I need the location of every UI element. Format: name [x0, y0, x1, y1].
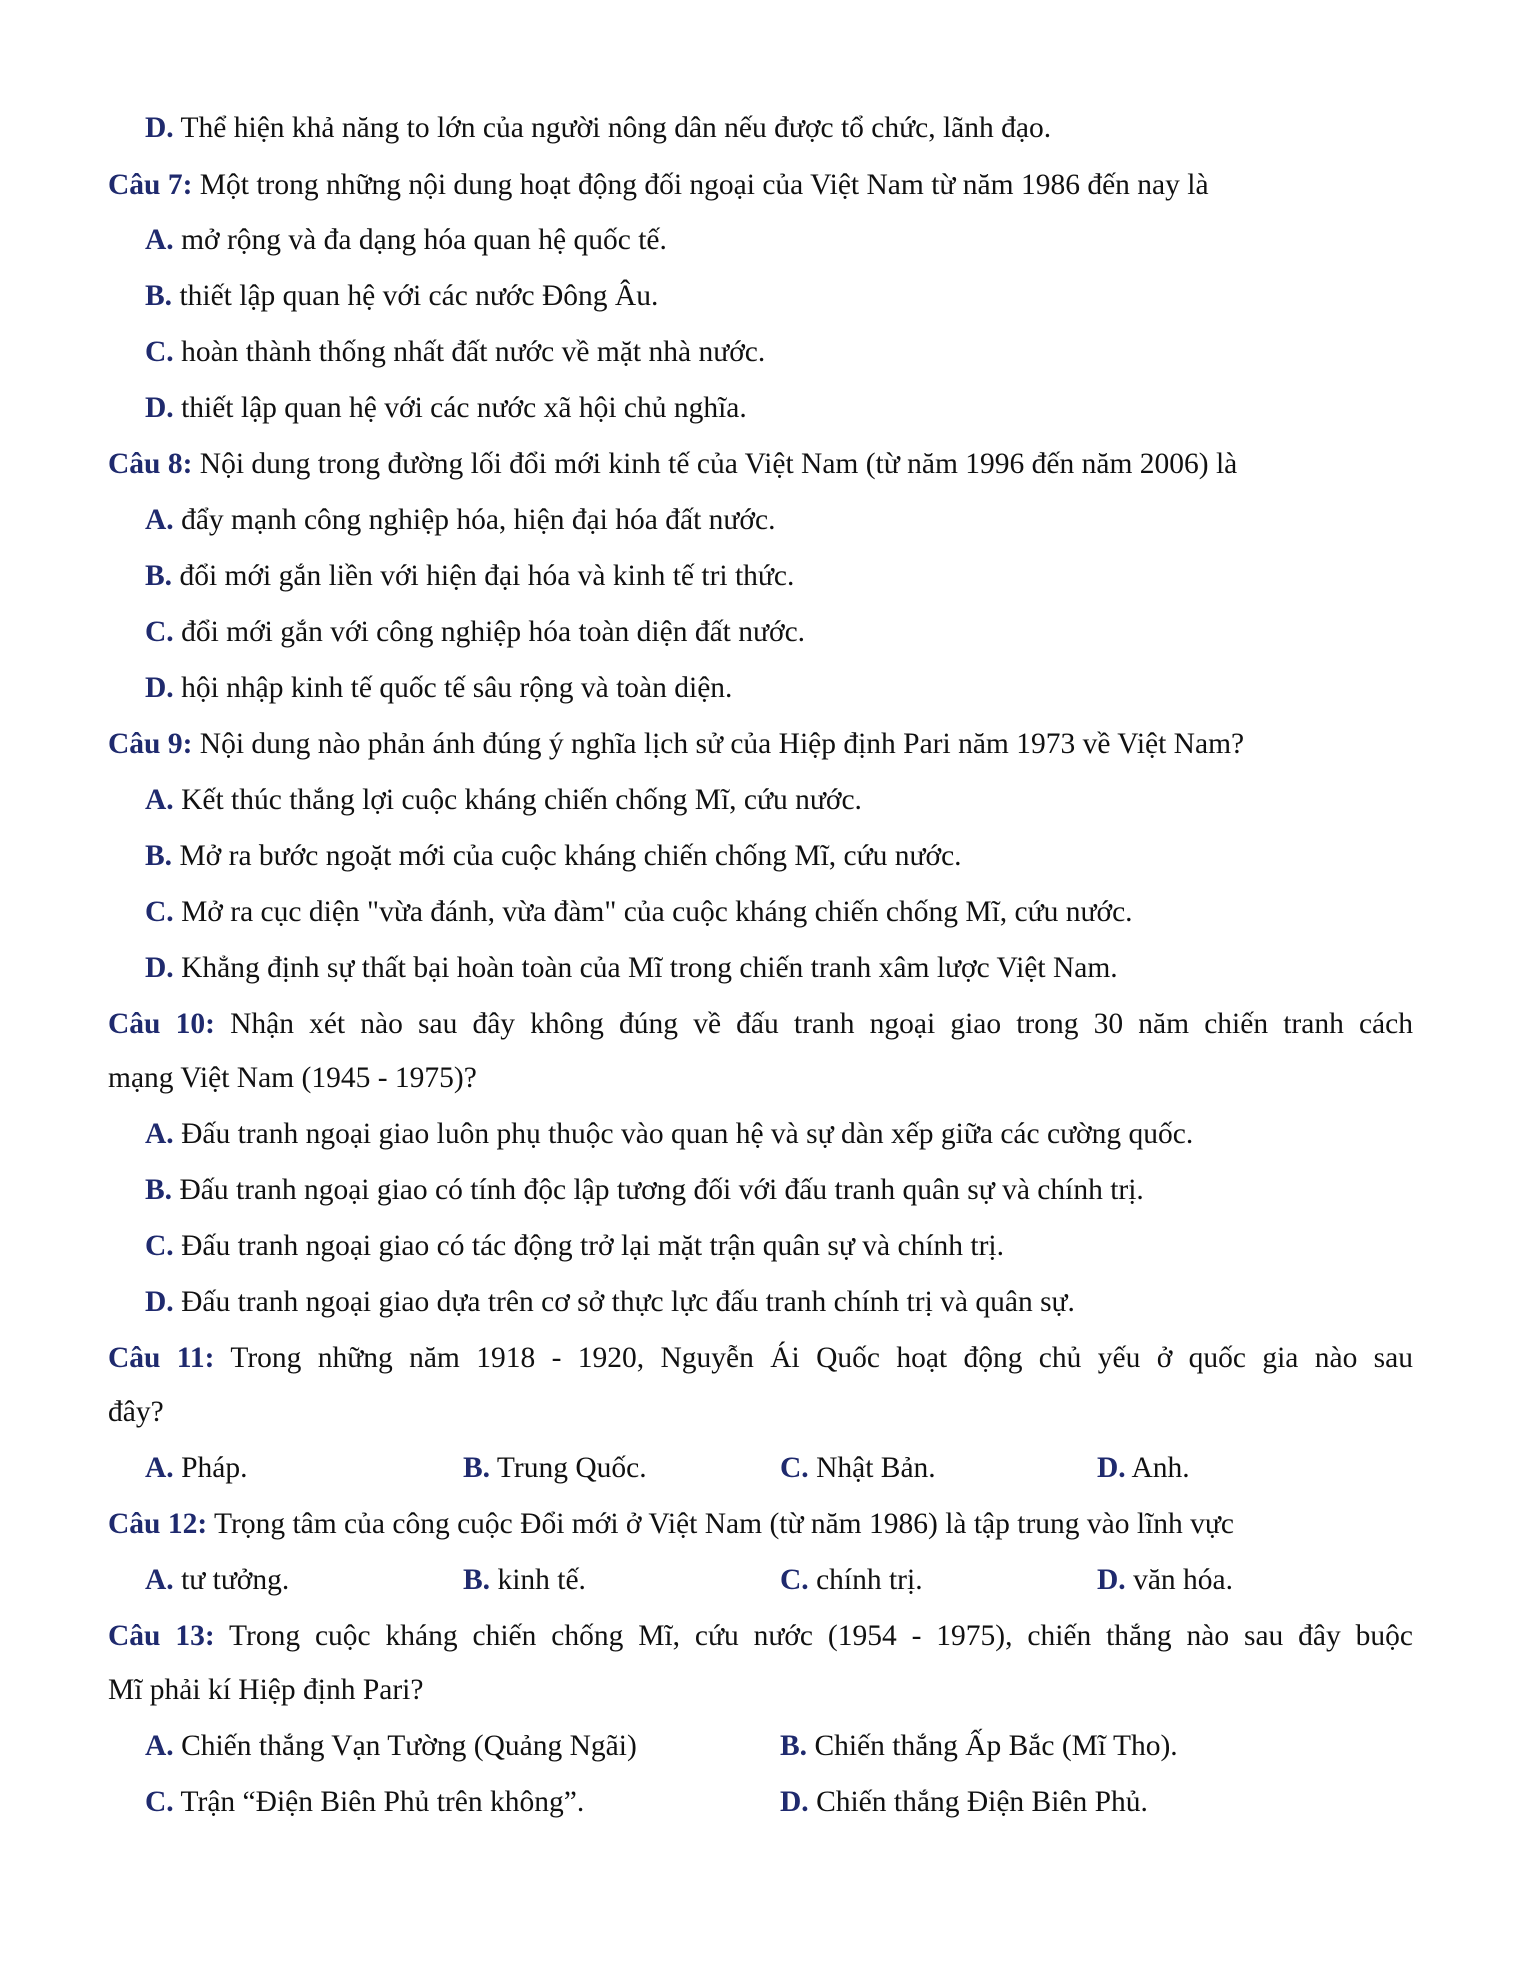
- q9-option-c: [145, 892, 1530, 932]
- option-label: C.: [145, 336, 174, 368]
- option-text: đổi mới gắn với công nghiệp hóa toàn diện đất nước.: [181, 616, 806, 648]
- q10-option-d: [145, 1282, 1530, 1322]
- question-text-line2: Mĩ phải kí Hiệp định Pari?: [108, 1674, 424, 1706]
- option-label: D.: [145, 1286, 174, 1318]
- option-text: Kết thúc thắng lợi cuộc kháng chiến chống Mĩ, cứu nước.: [181, 784, 862, 816]
- option-label: D.: [145, 112, 174, 144]
- option-label: D.: [145, 952, 174, 984]
- question-text-line2: mạng Việt Nam (1945 - 1975)?: [108, 1062, 477, 1094]
- q11-option-d: [1097, 1448, 1190, 1488]
- option-label: D.: [145, 392, 174, 424]
- question-8: [108, 444, 1530, 484]
- question-text: Nội dung trong đường lối đổi mới kinh tế của Việt Nam (từ năm 1996 đến năm 2006) là: [199, 448, 1238, 480]
- q8-option-c: [145, 612, 1530, 652]
- question-10: [108, 1004, 1413, 1044]
- option-text: Trận “Điện Biên Phủ trên không”.: [180, 1786, 585, 1818]
- question-text: Một trong những nội dung hoạt động đối ngoại của Việt Nam từ năm 1986 đến nay là: [199, 169, 1209, 201]
- q13-option-a: [145, 1726, 637, 1766]
- question-9: [108, 724, 1530, 764]
- option-text: Chiến thắng Điện Biên Phủ.: [816, 1786, 1148, 1818]
- q7-option-d: [145, 388, 1530, 428]
- option-label: D.: [145, 672, 174, 704]
- option-label: A.: [145, 504, 174, 536]
- question-text: Trọng tâm của công cuộc Đổi mới ở Việt Nam (từ năm 1986) là tập trung vào lĩnh vực: [214, 1508, 1234, 1540]
- option-text: Khẳng định sự thất bại hoàn toàn của Mĩ trong chiến tranh xâm lược Việt Nam.: [181, 952, 1118, 984]
- question-label: Câu 7:: [108, 169, 193, 201]
- question-text-line2: đây?: [108, 1396, 164, 1428]
- q10-option-c: [145, 1226, 1530, 1266]
- option-label: A.: [145, 1118, 174, 1150]
- option-label: A.: [145, 784, 174, 816]
- q7-option-a: [145, 220, 1530, 260]
- option-label: A.: [145, 1564, 174, 1596]
- option-text: Anh.: [1131, 1452, 1190, 1484]
- option-text: thiết lập quan hệ với các nước Đông Âu.: [179, 280, 659, 312]
- question-7: [108, 165, 1530, 205]
- q12-options-row: [0, 1560, 1530, 1600]
- q9-option-a: [145, 780, 1530, 820]
- q13-option-b: [780, 1726, 1178, 1766]
- q10-option-a: [145, 1114, 1530, 1154]
- option-text: Chiến thắng Ấp Bắc (Mĩ Tho).: [814, 1730, 1178, 1762]
- q11-option-c: [780, 1448, 936, 1488]
- question-11: [108, 1338, 1413, 1378]
- q12-option-b: [463, 1560, 586, 1600]
- q9-option-b: [145, 836, 1530, 876]
- q7-option-c: [145, 332, 1530, 372]
- option-text: văn hóa.: [1133, 1564, 1233, 1596]
- question-label: Câu 9:: [108, 728, 193, 760]
- option-text: mở rộng và đa dạng hóa quan hệ quốc tế.: [181, 224, 667, 256]
- q13-option-c: [145, 1782, 584, 1822]
- option-text: Đấu tranh ngoại giao luôn phụ thuộc vào quan hệ và sự dàn xếp giữa các cường quốc.: [181, 1118, 1194, 1150]
- q12-option-a: [145, 1560, 289, 1600]
- option-label: C.: [780, 1564, 809, 1596]
- option-text: đẩy mạnh công nghiệp hóa, hiện đại hóa đất nước.: [181, 504, 776, 536]
- q7-option-b: [145, 276, 1530, 316]
- option-label: B.: [145, 280, 173, 312]
- option-text: kinh tế.: [497, 1564, 586, 1596]
- option-text: đổi mới gắn liền với hiện đại hóa và kinh tế tri thức.: [179, 560, 795, 592]
- option-text: Thể hiện khả năng to lớn của người nông dân nếu được tổ chức, lãnh đạo.: [180, 112, 1052, 144]
- q8-option-b: [145, 556, 1530, 596]
- q10-option-b: [145, 1170, 1530, 1210]
- question-text-line1: Nhận xét nào sau đây không đúng về đấu tranh ngoại giao trong 30 năm chiến tranh cách: [230, 1008, 1413, 1040]
- question-text-line1: Trong những năm 1918 - 1920, Nguyễn Ái Quốc hoạt động chủ yếu ở quốc gia nào sau: [230, 1342, 1413, 1374]
- option-text: Đấu tranh ngoại giao dựa trên cơ sở thực lực đấu tranh chính trị và quân sự.: [181, 1286, 1075, 1318]
- option-text: Trung Quốc.: [496, 1452, 647, 1484]
- option-label: C.: [780, 1452, 809, 1484]
- question-label: Câu 10:: [108, 1008, 215, 1040]
- option-text: hoàn thành thống nhất đất nước về mặt nhà nước.: [181, 336, 766, 368]
- option-text: Đấu tranh ngoại giao có tác động trở lại mặt trận quân sự và chính trị.: [181, 1230, 1004, 1262]
- question-text-line1: Trong cuộc kháng chiến chống Mĩ, cứu nước (1954 - 1975), chiến thắng nào sau đây buộc: [229, 1620, 1413, 1652]
- option-label: C.: [145, 1786, 174, 1818]
- option-text: Mở ra bước ngoặt mới của cuộc kháng chiến chống Mĩ, cứu nước.: [179, 840, 962, 872]
- question-text: Nội dung nào phản ánh đúng ý nghĩa lịch sử của Hiệp định Pari năm 1973 về Việt Nam?: [199, 728, 1245, 760]
- option-text: Pháp.: [181, 1452, 248, 1484]
- question-10-cont: [108, 1058, 1530, 1098]
- option-label: C.: [145, 616, 174, 648]
- option-label: C.: [145, 1230, 174, 1262]
- question-12: [108, 1504, 1530, 1544]
- option-label: D.: [1097, 1564, 1126, 1596]
- option-label: B.: [145, 840, 173, 872]
- question-label: Câu 11:: [108, 1342, 215, 1374]
- question-label: Câu 12:: [108, 1508, 208, 1540]
- question-13-cont: [108, 1670, 1530, 1710]
- q8-option-d: [145, 668, 1530, 708]
- q12-option-d: [1097, 1560, 1233, 1600]
- option-text: Mở ra cục diện "vừa đánh, vừa đàm" của cuộc kháng chiến chống Mĩ, cứu nước.: [181, 896, 1133, 928]
- option-text: tư tưởng.: [181, 1564, 290, 1596]
- q13-option-d: [780, 1782, 1148, 1822]
- option-label: A.: [145, 1730, 174, 1762]
- option-text: hội nhập kinh tế quốc tế sâu rộng và toàn diện.: [181, 672, 733, 704]
- q13-options-row-2: [0, 1782, 1530, 1822]
- question-13: [108, 1616, 1413, 1656]
- option-label: A.: [145, 1452, 174, 1484]
- option-label: B.: [463, 1564, 491, 1596]
- option-text: Chiến thắng Vạn Tường (Quảng Ngãi): [181, 1730, 637, 1762]
- q11-option-b: [463, 1448, 647, 1488]
- option-label: B.: [145, 1174, 173, 1206]
- option-text: Nhật Bản.: [816, 1452, 936, 1484]
- q8-option-a: [145, 500, 1530, 540]
- q9-option-d: [145, 948, 1530, 988]
- option-label: B.: [463, 1452, 491, 1484]
- option-label: D.: [780, 1786, 809, 1818]
- option-text: thiết lập quan hệ với các nước xã hội chủ nghĩa.: [181, 392, 747, 424]
- question-label: Câu 13:: [108, 1620, 215, 1652]
- q13-options-row-1: [0, 1726, 1530, 1766]
- q11-option-a: [145, 1448, 247, 1488]
- q12-option-c: [780, 1560, 923, 1600]
- option-text: chính trị.: [816, 1564, 923, 1596]
- option-text: Đấu tranh ngoại giao có tính độc lập tương đối với đấu tranh quân sự và chính trị.: [179, 1174, 1144, 1206]
- option-d-prev: [145, 108, 1530, 148]
- q11-options-row: [0, 1448, 1530, 1488]
- option-label: A.: [145, 224, 174, 256]
- question-11-cont: [108, 1392, 1530, 1432]
- option-label: C.: [145, 896, 174, 928]
- option-label: B.: [780, 1730, 808, 1762]
- question-label: Câu 8:: [108, 448, 193, 480]
- option-label: D.: [1097, 1452, 1126, 1484]
- option-label: B.: [145, 560, 173, 592]
